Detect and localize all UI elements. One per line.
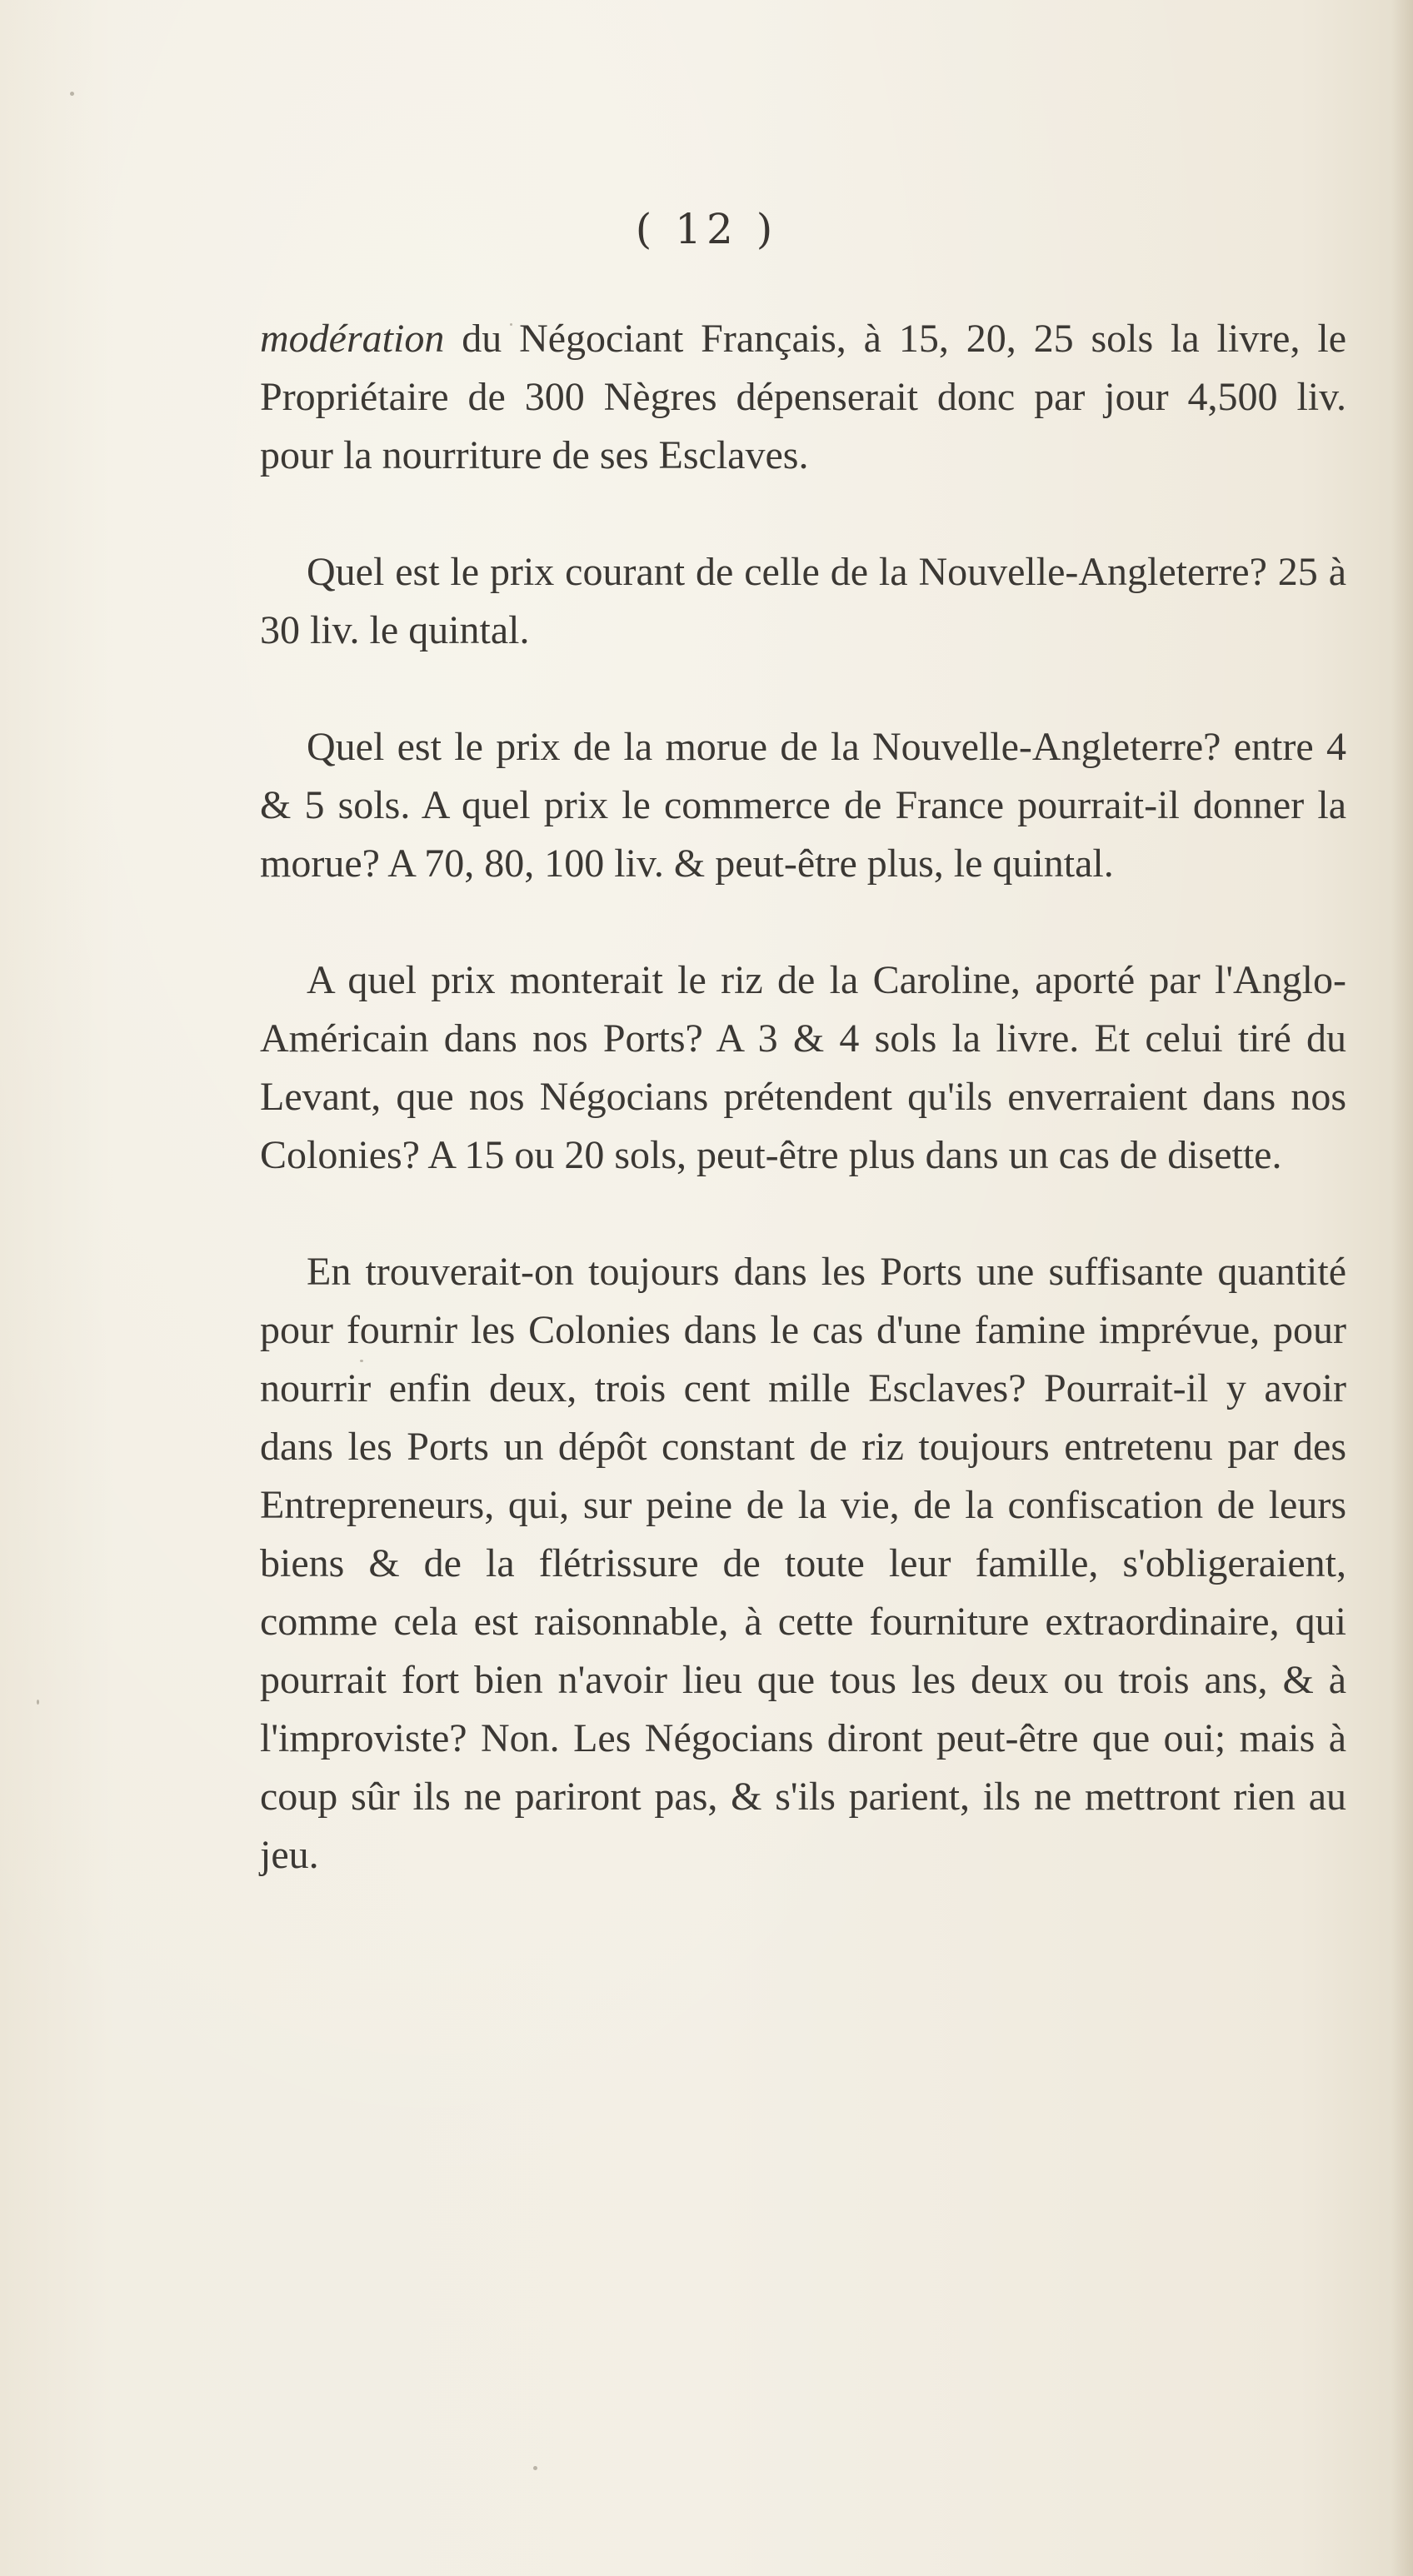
body-text: [260, 310, 1346, 1885]
paragraph-question-price-current: Quel est le prix courant de celle de la Nouvelle-Angleterre? 25 à 30 liv. le quintal.: [260, 550, 1346, 652]
paragraph-question-cod-price: Quel est le prix de la morue de la Nouvelle-Angleterre? entre 4 & 5 sols. A quel prix le commerce de France pourrait-il donner la morue? A 70, 80, 100 liv. & peut-être plus, le quintal.: [260, 725, 1346, 886]
page-edge-shadow: [1391, 0, 1413, 2576]
italic-word: modération: [260, 317, 445, 361]
page-number: ( 12 ): [635, 205, 778, 253]
paper-speck: [533, 2466, 537, 2470]
paper-speck: [70, 92, 74, 96]
paragraph-continuation: [260, 310, 1346, 485]
paragraph-question-supply: En trouverait-on toujours dans les Ports une suffisante quantité pour fournir les Colonies dans le cas d'une famine imprévue, pour nourrir enfin deux, trois cent mille Esclaves? Pourrait-il y avoir dans les Ports un dépôt constant de riz toujours entretenu par des Entrepreneurs, qui, sur peine de la vie, de la confiscation de leurs biens & de la flétrissure de toute leur famille, s'obligeraient, comme cela est raisonnable, à cette fourniture extraordinaire, qui pourrait fort bien n'avoir lieu que tous les deux ou trois ans, & à l'improviste? Non. Les Négocians diront peut-être que oui; mais à coup sûr ils ne pariront pas, & s'ils parient, ils ne mettront rien au jeu.: [260, 1250, 1346, 1877]
paragraph-question-rice-price: A quel prix monterait le riz de la Caroline, aporté par l'Anglo-Américain dans nos Ports? A 3 & 4 sols la livre. Et celui tiré du Levant, que nos Négocians prétendent qu'ils enverraient dans nos Colonies? A 15 ou 20 sols, peut-être plus dans un cas de disette.: [260, 958, 1346, 1177]
paragraph-text: du Négociant Français, à 15, 20, 25 sols la livre, le Propriétaire de 300 Nègres dépenserait donc par jour 4,500 liv. pour la nourriture de ses Esclaves.: [260, 317, 1346, 477]
paper-speck: [37, 1700, 39, 1705]
